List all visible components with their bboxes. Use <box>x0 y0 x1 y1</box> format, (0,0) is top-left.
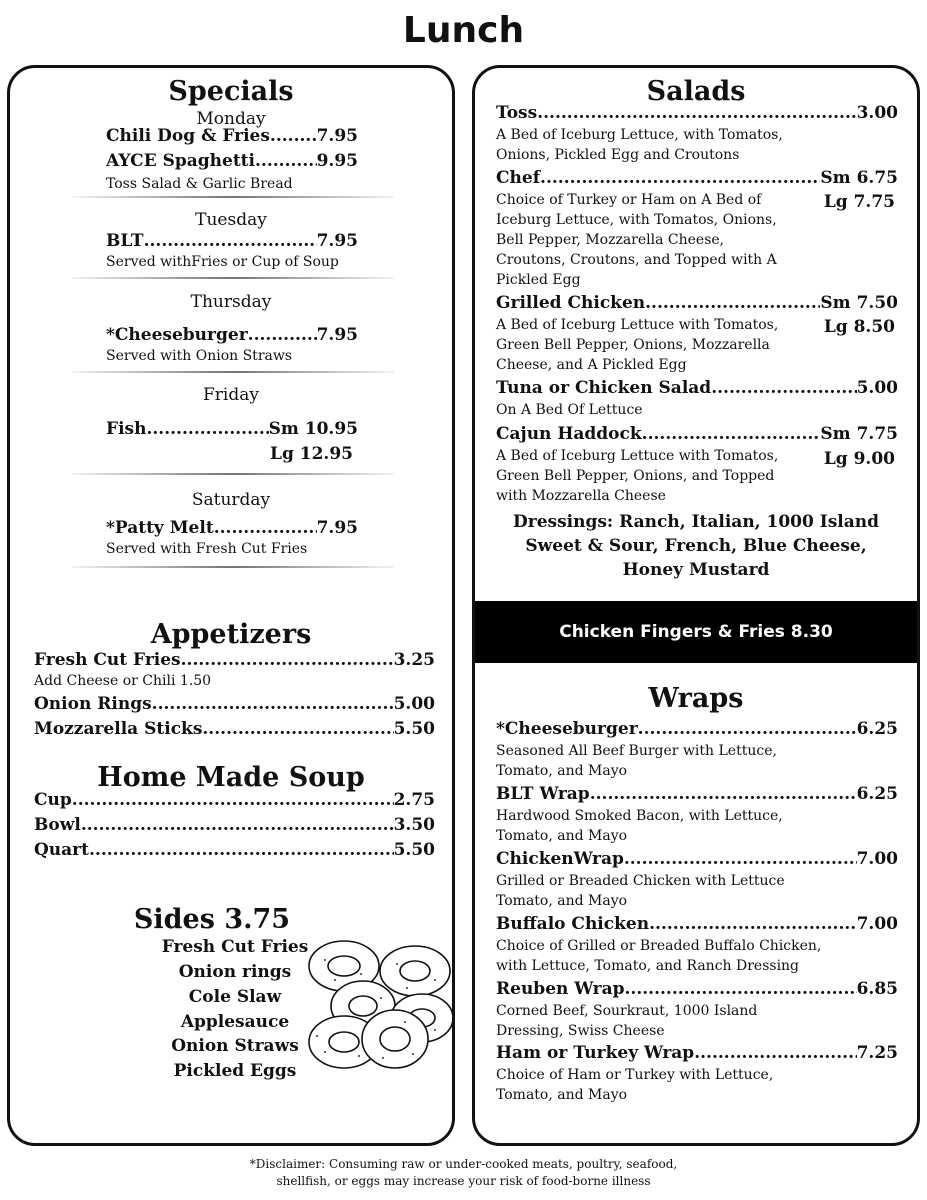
menu-item-toss-salad <box>496 101 898 125</box>
dot-leader <box>711 376 856 400</box>
item-price: 5.00 <box>393 694 435 714</box>
wrap-description-line: Corned Beef, Sourkraut, 1000 Island <box>496 1003 758 1019</box>
menu-item-mozzarella-sticks <box>34 717 435 741</box>
item-name: Bowl <box>34 815 81 835</box>
side-item: Fresh Cut Fries <box>161 937 309 957</box>
item-name: *Cheeseburger <box>496 719 638 739</box>
item-price: 7.95 <box>316 231 358 251</box>
item-price: 7.95 <box>316 518 358 538</box>
dot-leader <box>642 422 821 446</box>
dot-leader <box>146 417 268 441</box>
dot-leader <box>540 166 820 190</box>
item-price: Sm 7.75 <box>820 424 898 444</box>
side-item: Pickled Eggs <box>173 1061 297 1081</box>
toss-description-line: Onions, Pickled Egg and Croutons <box>496 147 740 163</box>
item-name: Reuben Wrap <box>496 979 625 999</box>
menu-item-fish <box>106 417 358 441</box>
side-item: Cole Slaw <box>188 987 282 1007</box>
item-name: Chef <box>496 168 541 188</box>
item-price: 9.95 <box>316 151 358 171</box>
item-price: 5.50 <box>393 719 435 739</box>
menu-item-buffalo-chicken-wrap <box>496 912 898 936</box>
menu-item-cheeseburger-special <box>106 323 358 347</box>
item-name: Tuna or Chicken Salad <box>496 378 712 398</box>
wrap-description-line: Tomato, and Mayo <box>496 893 628 909</box>
monday-label: Monday <box>196 109 266 129</box>
thursday-description: Served with Onion Straws <box>106 348 293 364</box>
grilled-chicken-large-price: Lg 8.50 <box>823 317 895 337</box>
soup-heading: Home Made Soup <box>97 762 365 793</box>
item-name: BLT <box>106 231 144 251</box>
cajun-description-line: Green Bell Pepper, Onions, and Topped <box>496 468 775 484</box>
menu-item-ham-turkey-wrap <box>496 1041 898 1065</box>
wrap-description-line: Tomato, and Mayo <box>496 1087 628 1103</box>
item-price: Sm 6.75 <box>820 168 898 188</box>
dot-leader <box>144 229 317 253</box>
menu-item-blt-wrap <box>496 782 898 806</box>
dot-leader <box>214 516 317 540</box>
chicken-fingers-banner: Chicken Fingers & Fries 8.30 <box>472 601 920 663</box>
menu-item-tuna-chicken-salad <box>496 376 898 400</box>
item-price: 5.00 <box>856 378 898 398</box>
monday-description: Toss Salad & Garlic Bread <box>106 176 293 192</box>
item-price: 3.50 <box>393 815 435 835</box>
divider <box>72 371 394 373</box>
dot-leader <box>72 788 394 812</box>
left-menu-panel <box>7 65 455 1146</box>
dot-leader <box>645 291 820 315</box>
menu-item-reuben-wrap <box>496 977 898 1001</box>
item-price: 7.25 <box>856 1043 898 1063</box>
item-name: Fish <box>106 419 147 439</box>
item-price: 6.25 <box>856 784 898 804</box>
item-price: 7.00 <box>856 849 898 869</box>
onion-rings-icon <box>295 936 455 1086</box>
sides-heading: Sides 3.75 <box>133 904 291 935</box>
saturday-description: Served with Fresh Cut Fries <box>106 541 308 557</box>
dot-leader <box>270 124 317 148</box>
menu-item-grilled-chicken-salad <box>496 291 898 315</box>
divider <box>72 277 394 279</box>
wrap-description-line: Choice of Grilled or Breaded Buffalo Chicken, <box>496 938 822 954</box>
disclaimer-line: shellfish, or eggs may increase your risk of food-borne illness <box>276 1174 651 1188</box>
specials-heading: Specials <box>168 76 294 107</box>
item-name: Cajun Haddock <box>496 424 642 444</box>
appetizers-heading: Appetizers <box>150 619 312 650</box>
item-name: Ham or Turkey Wrap <box>496 1043 695 1063</box>
grilled-chicken-description-line: Cheese, and A Pickled Egg <box>496 357 687 373</box>
side-item: Onion Straws <box>171 1036 299 1056</box>
item-price: 6.25 <box>856 719 898 739</box>
menu-item-ayce-spaghetti <box>106 149 358 173</box>
toss-description-line: A Bed of Iceburg Lettuce, with Tomatos, <box>496 127 783 143</box>
side-item: Applesauce <box>180 1012 290 1032</box>
item-name: BLT Wrap <box>496 784 590 804</box>
dressings-line: Sweet & Sour, French, Blue Cheese, <box>525 536 867 556</box>
cajun-description-line: with Mozzarella Cheese <box>496 488 666 504</box>
item-name: Grilled Chicken <box>496 293 646 313</box>
dot-leader <box>649 912 857 936</box>
item-price: 7.00 <box>856 914 898 934</box>
item-name: Toss <box>496 103 538 123</box>
fish-large-price: Lg 12.95 <box>270 444 353 464</box>
menu-item-soup-bowl <box>34 813 435 837</box>
dot-leader <box>624 977 856 1001</box>
wrap-description-line: Grilled or Breaded Chicken with Lettuce <box>496 873 785 889</box>
menu-item-cheeseburger-wrap <box>496 717 898 741</box>
chef-description-line: Iceburg Lettuce, with Tomatos, Onions, <box>496 212 777 228</box>
menu-item-soup-cup <box>34 788 435 812</box>
menu-item-chicken-wrap <box>496 847 898 871</box>
menu-item-soup-quart <box>34 838 435 862</box>
item-price: Sm 7.50 <box>820 293 898 313</box>
dot-leader <box>590 782 857 806</box>
chef-large-price: Lg 7.75 <box>823 192 895 212</box>
chef-description-line: Choice of Turkey or Ham on A Bed of <box>496 192 762 208</box>
chef-description-line: Bell Pepper, Mozzarella Cheese, <box>496 232 725 248</box>
item-name: Cup <box>34 790 72 810</box>
item-name: AYCE Spaghetti <box>106 151 255 171</box>
menu-item-cajun-haddock <box>496 422 898 446</box>
divider <box>72 566 394 568</box>
item-price: 3.00 <box>856 103 898 123</box>
grilled-chicken-description-line: Green Bell Pepper, Onions, Mozzarella <box>496 337 770 353</box>
menu-item-fresh-cut-fries <box>34 648 435 672</box>
dressings-line: Honey Mustard <box>622 560 770 580</box>
item-price: 5.50 <box>393 840 435 860</box>
thursday-label: Thursday <box>190 292 272 312</box>
wrap-description-line: Tomato, and Mayo <box>496 828 628 844</box>
dot-leader <box>537 101 856 125</box>
menu-item-onion-rings <box>34 692 435 716</box>
item-price: 2.75 <box>393 790 435 810</box>
disclaimer-line: *Disclaimer: Consuming raw or under-cooked meats, poultry, seafood, <box>249 1157 678 1171</box>
dot-leader <box>638 717 857 741</box>
item-name: Quart <box>34 840 89 860</box>
right-menu-panel <box>472 65 920 1146</box>
dot-leader <box>248 323 317 347</box>
item-price: 3.25 <box>393 650 435 670</box>
tuna-description-line: On A Bed Of Lettuce <box>496 402 643 418</box>
item-name: Mozzarella Sticks <box>34 719 203 739</box>
grilled-chicken-description-line: A Bed of Iceburg Lettuce with Tomatos, <box>496 317 779 333</box>
item-name: Chili Dog & Fries <box>106 126 270 146</box>
item-name: Fresh Cut Fries <box>34 650 181 670</box>
item-price: 7.95 <box>316 325 358 345</box>
item-name: *Cheeseburger <box>106 325 248 345</box>
salads-heading: Salads <box>646 76 746 107</box>
menu-item-chili-dog <box>106 124 358 148</box>
cajun-haddock-large-price: Lg 9.00 <box>823 449 895 469</box>
dot-leader <box>255 149 317 173</box>
friday-label: Friday <box>203 385 259 405</box>
item-price: Sm 10.95 <box>268 419 358 439</box>
dot-leader <box>152 692 394 716</box>
dot-leader <box>624 847 857 871</box>
item-price: 6.85 <box>856 979 898 999</box>
chef-description-line: Croutons, Croutons, and Topped with A <box>496 252 777 268</box>
item-name: *Patty Melt <box>106 518 214 538</box>
wrap-description-line: Dressing, Swiss Cheese <box>496 1023 665 1039</box>
menu-item-patty-melt <box>106 516 358 540</box>
menu-item-blt <box>106 229 358 253</box>
item-name: ChickenWrap <box>496 849 624 869</box>
divider <box>72 196 394 198</box>
dressings-line: Dressings: Ranch, Italian, 1000 Island <box>513 512 879 532</box>
page-title: Lunch <box>402 10 525 51</box>
wrap-description-line: with Lettuce, Tomato, and Ranch Dressing <box>496 958 800 974</box>
dot-leader <box>181 648 394 672</box>
dot-leader <box>202 717 393 741</box>
dot-leader <box>81 813 394 837</box>
cajun-description-line: A Bed of Iceburg Lettuce with Tomatos, <box>496 448 779 464</box>
item-price: 7.95 <box>316 126 358 146</box>
menu-item-chef-salad <box>496 166 898 190</box>
wrap-description-line: Seasoned All Beef Burger with Lettuce, <box>496 743 777 759</box>
wrap-description-line: Choice of Ham or Turkey with Lettuce, <box>496 1067 774 1083</box>
item-name: Onion Rings <box>34 694 152 714</box>
side-item: Onion rings <box>178 962 292 982</box>
dot-leader <box>89 838 394 862</box>
appetizer-note: Add Cheese or Chili 1.50 <box>34 673 212 689</box>
saturday-label: Saturday <box>191 490 271 510</box>
wraps-heading: Wraps <box>648 683 744 714</box>
divider <box>72 473 394 475</box>
wrap-description-line: Hardwood Smoked Bacon, with Lettuce, <box>496 808 783 824</box>
chef-description-line: Pickled Egg <box>496 272 581 288</box>
wrap-description-line: Tomato, and Mayo <box>496 763 628 779</box>
item-name: Buffalo Chicken <box>496 914 650 934</box>
tuesday-description: Served withFries or Cup of Soup <box>106 254 339 270</box>
tuesday-label: Tuesday <box>195 210 267 230</box>
dot-leader <box>694 1041 856 1065</box>
